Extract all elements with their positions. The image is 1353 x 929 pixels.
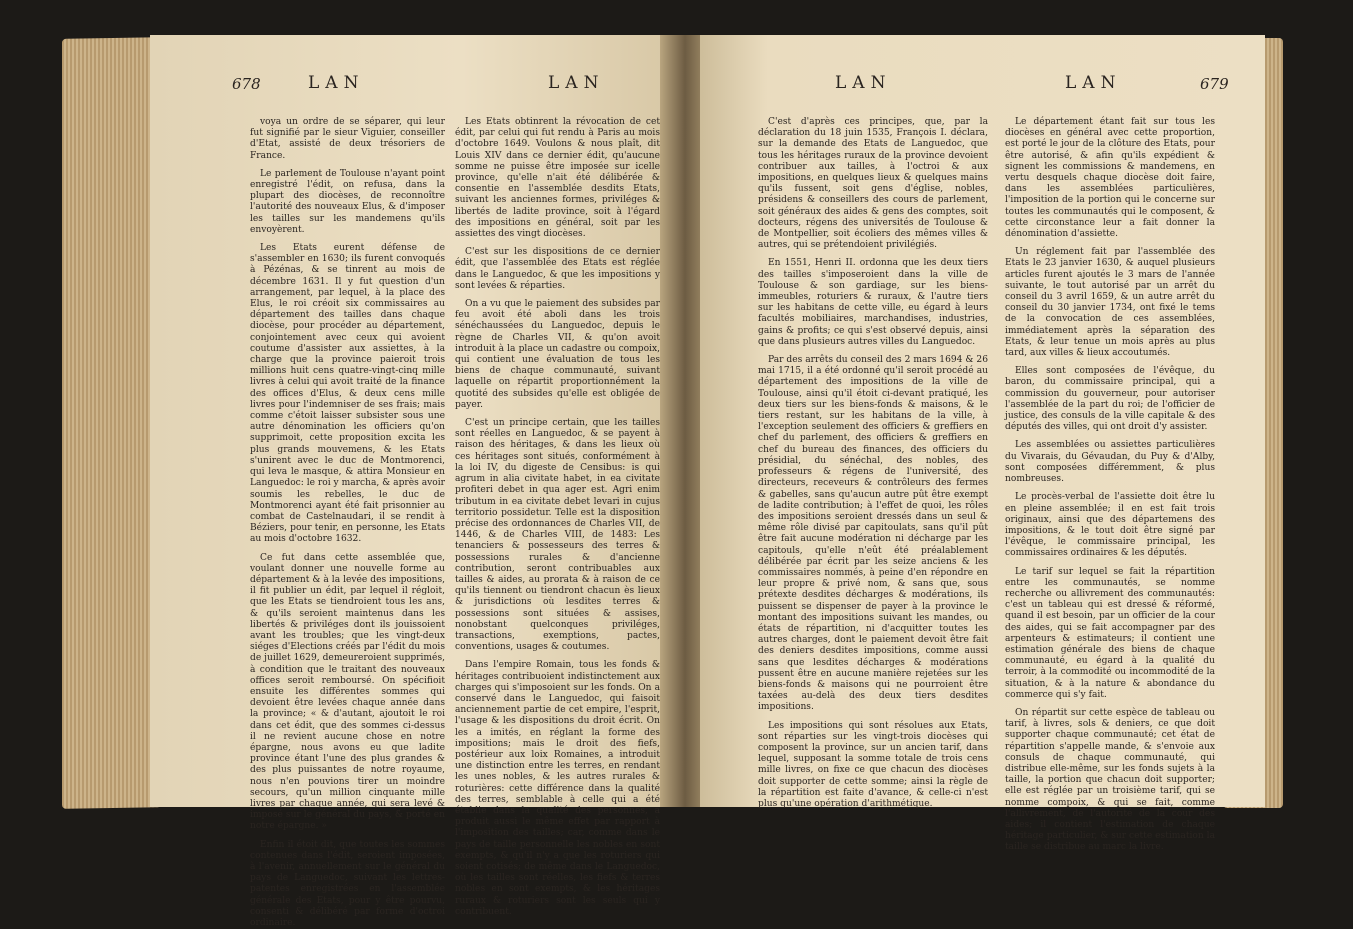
running-head-right-2: LAN: [1065, 73, 1122, 93]
right-column-2: [1005, 117, 1215, 853]
paragraph: Le tarif sur lequel se fait la répartition entre les communautés, se nomme recherche ou allivrement des communautés: c'est un tableau qui est dressé & réformé, quand il est besoin, par un officier de la cour des aides, qui se fait accompagner par des arpenteurs & estimateurs; il contient une estimation générale des biens de chaque communauté, eu égard à la qualité du terroir, à la commodité ou incommodité de la situation, & à la nature & abondance du commerce qui s'y fait.: [1005, 566, 1215, 700]
paragraph: C'est sur les dispositions de ce dernier édit, que l'assemblée des Etats est réglée dans le Languedoc, & que les impositions y sont levées & réparties.: [455, 247, 660, 291]
paragraph: On répartit sur cette espèce de tableau ou tarif, à livres, sols & deniers, ce que doit supporter chaque communauté; cet état de répartition s'appelle mande, & s'envoie aux consuls de chaque communauté, qui distribue elle-même, sur les fonds sujets à la taille, la portion que chacun doit supporter; elle est réglée par un troisième tarif, qui se nomme compoix, & qui se fait, comme l'allivrement, de l'autorité de la cour des aides; il contient l'estimation de chaque héritage particulier, & sur cette estimation la taille se distribue au marc la livre.: [1005, 707, 1215, 853]
page-edges-left: [62, 37, 162, 809]
left-column-1: [250, 117, 445, 929]
page-number-left: 678: [232, 75, 261, 93]
page-number-right: 679: [1200, 75, 1229, 93]
paragraph: Ce fut dans cette assemblée que, voulant donner une nouvelle forme au département & à la levée des impositions, il fit publier un édit, par lequel il régloit, que les Etats se tiendroient tous les ans, & qu'ils seroient maintenus dans les libertés & priviléges dont ils jouissoient avant les troubles; que les vingt-deux siéges d'Elections créés par l'édit du mois de juillet 1629, demeureroient supprimés, à condition que le traitant des nouveaux offices seroit remboursé. On spécifioit ensuite les différentes sommes qui devoient être levées chaque année dans la province; « & d'autant, ajoutoit le roi dans cet édit, que des sommes ci-dessus il ne revient aucune chose en notre épargne, nous avons eu que ladite province étant l'une des plus grandes & des plus puissantes de notre royaume, nous n'en pouvions tirer un moindre secours, qu'un million cinquante mille livres par chaque année, qui sera levé & imposé sur le général du pays, & porté en notre épargne. »: [250, 552, 445, 832]
running-head-left-2: LAN: [548, 73, 605, 93]
paragraph: On a vu que le paiement des subsides par feu avoit été aboli dans les trois sénéchaussées du Languedoc, depuis le règne de Charles VII, & qu'on avoit introduit à la place un cadastre ou compoix, qui contient une évaluation de tous les biens de chaque communauté, suivant laquelle on répartit proportionnément la quotité des subsides qu'elle est obligée de payer.: [455, 299, 660, 410]
left-page: [150, 35, 670, 929]
paragraph: C'est un principe certain, que les tailles sont réelles en Languedoc, & se payent à raison des héritages, & dans les lieux où ces héritages sont situés, conformément à la loi IV, du digeste de Censibus: is qui agrum in alia civitate habet, in ea civitate profiteri debet in qua ager est. Agri enim tributum in ea civitate debet levari in cujus territorio possidetur. Telle est la disposition précise des ordonnances de Charles VII, de 1446, & de Charles VIII, de 1483: Les tenanciers & possesseurs des terres & possessions rurales & d'ancienne contribution, seront contribuables aux tailles & aides, au prorata & à raison de ce qu'ils tiennent ou tiendront chacun ès lieux & jurisdictions où lesdites terres & possessions sont situées & assises, nonobstant quelconques priviléges, transactions, exemptions, pactes, conventions, usages & coutumes.: [455, 418, 660, 653]
left-column-2: [455, 117, 660, 917]
paragraph: En 1551, Henri II. ordonna que les deux tiers des tailles s'imposeroient dans la ville de Toulouse & son gardiage, sur les biens-immeubles, roturiers & ruraux, & l'autre tiers sur les habitans de cette ville, eu égard à leurs facultés mobiliaires, marchandises, industries, gains & profits; ce qui s'est observé depuis, ainsi que dans plusieurs autres villes du Languedoc.: [758, 258, 988, 347]
right-column-1: [758, 117, 988, 809]
paragraph: Un réglement fait par l'assemblée des Etats le 23 janvier 1630, & auquel plusieurs articles furent ajoutés le 3 mars de l'année suivante, le tout autorisé par un arrêt du conseil du 3 avril 1659, & un autre arrêt du conseil du 30 janvier 1734, ont fixé le tems de la convocation de ces assemblées, immédiatement après la séparation des Etats, & leur tenue un mois après au plus tard, aux villes & lieux accoutumés.: [1005, 247, 1215, 359]
running-head-right-1: LAN: [835, 73, 892, 93]
paragraph: Les Etats obtinrent la révocation de cet édit, par celui qui fut rendu à Paris au mois d'octobre 1649. Voulons & nous plaît, dit Louis XIV dans ce dernier édit, qu'aucune somme ne puisse être imposée sur icelle province, qu'elle n'ait été délibérée & consentie en l'assemblée desdits Etats, suivant les anciennes formes, priviléges & libertés de ladite province, soit à l'égard des impositions en général, soit par les assiettes des vingt diocèses.: [455, 117, 660, 240]
paragraph: Les impositions qui sont résolues aux Etats, sont réparties sur les vingt-trois diocèses qui composent la province, sur un ancien tarif, dans lequel, supposant la somme totale de trois cens mille livres, on fixe ce que chacun des diocèses doit supporter de cette somme; ainsi la règle de la répartition est faite d'avance, & celle-ci n'est plus qu'une opération d'arithmétique.: [758, 720, 988, 809]
right-page: [700, 35, 1265, 853]
paragraph: Elles sont composées de l'évêque, du baron, du commissaire principal, qui a commission du gouverneur, pour autoriser l'assemblée de la part du roi; de l'officier de justice, des consuls de la ville capitale & des députés des villes, qui ont droit d'y assister.: [1005, 366, 1215, 433]
paragraph: Le parlement de Toulouse n'ayant point enregistré l'édit, on refusa, dans la plupart des diocèses, de reconnoître l'autorité des nouveaux Elus, & d'imposer les tailles sur les mandemens qu'ils envoyèrent.: [250, 168, 445, 235]
paragraph: Enfin il étoit dit, que toutes les sommes contenues dans l'édit, seroient imposées, à l'avenir, annuellement sur le général du pays de Languedoc, suivant les lettres-patentes enregistrées en l'assemblée générale des Etats, pour y être pourvu, consenti & délibéré par forme d'octroi ordinaire.: [250, 839, 445, 929]
paragraph: Les assemblées ou assiettes particulières du Vivarais, du Gévaudan, du Puy & d'Alby, sont composées différemment, & plus nombreuses.: [1005, 440, 1215, 485]
paragraph: Dans l'empire Romain, tous les fonds & héritages contribuoient indistinctement aux charges qui s'imposoient sur les fonds. On a conservé dans le Languedoc, qui faisoit anciennement partie de cet empire, l'esprit, l'usage & les dispositions du droit écrit. On les a imités, en réglant la forme des impositions; mais le droit des fiefs, postérieur aux loix Romaines, a introduit une distinction entre les terres, en rendant les unes nobles, & les autres rurales & roturières: cette différence dans la qualité des terres, semblable à celle qui a été établie dans la qualité des personnes, a produit aussi le même effet par rapport à l'imposition des tailles; car, comme dans le pays de taille personnelle les nobles en sont exempts, & qu'il n'y a que les roturiers qui soient cotisés; de même dans le Languedoc, où les tailles sont réelles, les fiefs & terres nobles en sont exempts, & les héritages ruraux & roturiers sont les seuls qui y contribuent.: [455, 660, 660, 917]
paragraph: Le département étant fait sur tous les diocèses en général avec cette proportion, est porté le jour de la clôture des Etats, pour être autorisé, & afin qu'ils expédient & signent les commissions & mandemens, en vertu desquels chaque diocèse doit faire, dans les assemblées particulières, l'imposition de la portion qui le concerne sur toutes les communautés qui le composent, & cette circonstance leur a fait donner la dénomination d'assiette.: [1005, 117, 1215, 240]
paragraph: voya un ordre de se séparer, qui leur fut signifié par le sieur Viguier, conseiller d'Etat, assisté de deux trésoriers de France.: [250, 117, 445, 161]
running-head-left-1: LAN: [308, 73, 365, 93]
paragraph: Les Etats eurent défense de s'assembler en 1630; ils furent convoqués à Pézénas, & se tinrent au mois de décembre 1631. Il y fut question d'un arrangement, par lequel, à la place des Elus, le roi créoit six commissaires au département des tailles dans chaque diocèse, pour procéder au département, conjointement avec ceux qui avoient coutume d'assister aux assiettes, à la charge que la province paieroit trois millions huit cens quatre-vingt-cinq mille livres à celui qui avoit traité de la finance des offices d'Elus, & deux cens mille livres pour l'indemniser de ses frais; mais comme c'étoit laisser subsister sous une autre dénomination les officiers qu'on supprimoit, cette proposition excita les plus grands mouvemens, & les Etats s'unirent avec le duc de Montmorenci, qui leva le masque, & attira Monsieur en Languedoc: le roi y marcha, & après avoir soumis les rebelles, le duc de Montmorenci ayant été fait prisonnier au combat de Castelnaudari, il se rendit à Béziers, pour tenir, en personne, les Etats au mois d'octobre 1632.: [250, 243, 445, 545]
paragraph: C'est d'après ces principes, que, par la déclaration du 18 juin 1535, François I. déclara, sur la demande des Etats de Languedoc, que tous les héritages ruraux de la province devoient contribuer aux tailles, à l'octroi & aux impositions, en quelques lieux & quelques mains qu'ils fussent, soit gens d'église, nobles, présidens & conseillers des cours de parlement, soit généraux des aides & gens des comptes, soit docteurs, régens des universités de Toulouse & de Montpellier, soit écoliers des mêmes villes & autres, qui se prétendoient privilégiés.: [758, 117, 988, 251]
paragraph: Le procès-verbal de l'assiette doit être lu en pleine assemblée; il en est fait trois originaux, ainsi que des départemens des impositions, & le tout doit être signé par l'évêque, le commissaire principal, les commissaires ordinaires & les députés.: [1005, 492, 1215, 559]
paragraph: Par des arrêts du conseil des 2 mars 1694 & 26 mai 1715, il a été ordonné qu'il seroit procédé au département des impositions de la ville de Toulouse, ainsi qu'il étoit ci-devant pratiqué, les deux tiers sur les biens-fonds & maisons, & le tiers restant, sur les habitans de la ville, à l'exception seulement des officiers & greffiers en chef du parlement, des officiers & greffiers en chef du bureau des finances, des officiers du présidial, du sénéchal, des nobles, des professeurs & régens de l'université, des directeurs, receveurs & contrôleurs des fermes & gabelles, sans qu'aucun autre pût être exempt de ladite contribution; à l'effet de quoi, les rôles des impositions seroient dressés dans un seul & même rôle divisé par capitoulats, sans qu'il pût être fait aucune modération ni décharge par les capitouls, qu'elle n'eût été préalablement délibérée par écrit par les seize anciens & les commissaires nommés, à peine d'en répondre en leur propre & privé nom, & sans que, sous prétexte desdites décharges & modérations, ils puissent se dispenser de payer à la province le montant des impositions suivant les mandes, ou états de répartition, ni d'acquitter toutes les autres charges, dont le paiement devoit être fait des deniers desdites impositions, comme aussi sans que lesdites décharges & modérations pussent être en aucune manière rejetées sur les biens-fonds & maisons qui ne pourroient être taxées au-delà des deux tiers desdites impositions.: [758, 355, 988, 713]
